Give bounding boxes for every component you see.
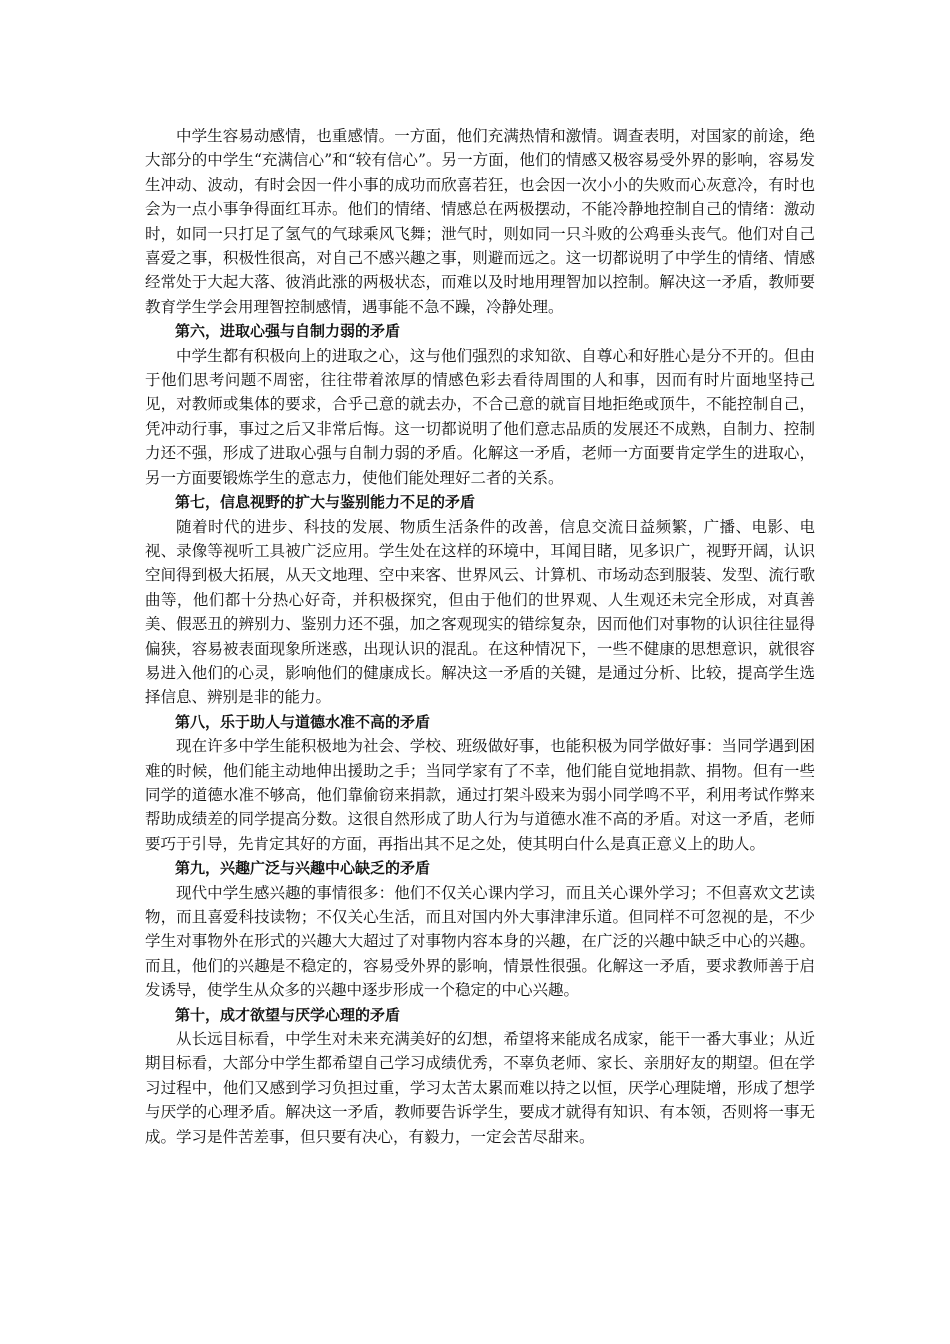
section-heading-10: 第十，成才欲望与厌学心理的矛盾: [175, 1005, 401, 1024]
section-body-10: 从长远目标看，中学生对未来充满美好的幻想，希望将来能成名成家，能干一番大事业；从近期目标看，大部分中学生都希望自己学习成绩优秀，不辜负老师、家长、亲朋好友的期望。但在学习过程中，他们又感到学习负担过重，学习太苦太累而难以持之以恒，厌学心理陡增，形成了想学与厌学的心理矛盾。解决这一矛盾，教师要告诉学生，要成才就得有知识、有本领，否则将一事无成。学习是件苦差事，但只要有决心，有毅力，一定会苦尽甜来。: [145, 1030, 815, 1146]
section-body-7: 随着时代的进步、科技的发展、物质生活条件的改善，信息交流日益频繁，广播、电影、电视、录像等视听工具被广泛应用。学生处在这样的环境中，耳闻目睹，见多识广，视野开阔，认识空间得到极大拓展，从天文地理、空中来客、世界风云、计算机、市场动态到服装、发型、流行歌曲等，他们都十分热心好奇，并积极探究，但由于他们的世界观、人生观还未完全形成，对真善美、假恶丑的辨别力、鉴别力还不强，加之客观现实的错综复杂，因而他们对事物的认识往往显得偏狭，容易被表面现象所迷惑，出现认识的混乱。在这种情况下，一些不健康的思想意识，就很容易进入他们的心灵，影响他们的健康成长。解决这一矛盾的关键，是通过分析、比较，提高学生选择信息、辨别是非的能力。: [145, 517, 815, 707]
section-body-6: 中学生都有积极向上的进取之心，这与他们强烈的求知欲、自尊心和好胜心是分不开的。但由于他们思考问题不周密，往往带着浓厚的情感色彩去看待周围的人和事，因而有时片面地坚持己见，对教师或集体的要求，合乎己意的就去办，不合己意的就盲目地拒绝或顶牛，不能控制自己，凭冲动行事，事过之后又非常后悔。这一切都说明了他们意志品质的发展还不成熟，自制力、控制力还不强，形成了进取心强与自制力弱的矛盾。化解这一矛盾，老师一方面要肯定学生的进取心，另一方面要锻炼学生的意志力，使他们能处理好二者的关系。: [145, 346, 815, 487]
section-body-8: 现在许多中学生能积极地为社会、学校、班级做好事，也能积极为同学做好事：当同学遇到困难的时候，他们能主动地伸出援助之手；当同学家有了不幸，他们能自觉地捐款、捐物。但有一些同学的道德水准不够高，他们靠偷窃来捐款，通过打架斗殴来为弱小同学鸣不平，利用考试作弊来帮助成绩差的同学提高分数。这很自然形成了助人行为与道德水准不高的矛盾。对这一矛盾，老师要巧于引导，先肯定其好的方面，再指出其不足之处，使其明白什么是真正意义上的助人。: [145, 737, 815, 853]
section-heading-6: 第六，进取心强与自制力弱的矛盾: [175, 322, 401, 341]
section-body-9: 现代中学生感兴趣的事情很多：他们不仅关心课内学习，而且关心课外学习；不但喜欢文艺读物，而且喜爱科技读物；不仅关心生活，而且对国内外大事津津乐道。但同样不可忽视的是，不少学生对事物外在形式的兴趣大大超过了对事物内容本身的兴趣，在广泛的兴趣中缺乏中心的兴趣。而且，他们的兴趣是不稳定的，容易受外界的影响，情景性很强。化解这一矛盾，要求教师善于启发诱导，使学生从众多的兴趣中逐步形成一个稳定的中心兴趣。: [145, 883, 815, 1000]
intro-paragraph: 中学生容易动感情，也重感情。一方面，他们充满热情和激情。调查表明，对国家的前途，绝大部分的中学生“充满信心”和“较有信心”。另一方面，他们的情感又极容易受外界的影响，容易发生冲动、波动，有时会因一件小事的成功而欣喜若狂，也会因一次小小的失败而心灰意冷，有时也会为一点小事争得面红耳赤。他们的情绪、情感总在两极摆动，不能冷静地控制自己的情绪：激动时，如同一只打足了氢气的气球乘风飞舞；泄气时，则如同一只斗败的公鸡垂头丧气。他们对自己喜爱之事，积极性很高，对自己不感兴趣之事，则避而远之。这一切都说明了中学生的情绪、情感经常处于大起大落、彼消此涨的两极状态，而难以及时地用理智加以控制。解决这一矛盾，教师要教育学生学会用理智控制感情，遇事能不急不躁，冷静处理。: [145, 127, 815, 316]
section-heading-8: 第八，乐于助人与道德水准不高的矛盾: [175, 712, 431, 731]
document-body: [145, 124, 815, 1149]
section-heading-9: 第九，兴趣广泛与兴趣中心缺乏的矛盾: [175, 859, 431, 878]
section-heading-7: 第七，信息视野的扩大与鉴别能力不足的矛盾: [175, 493, 476, 512]
